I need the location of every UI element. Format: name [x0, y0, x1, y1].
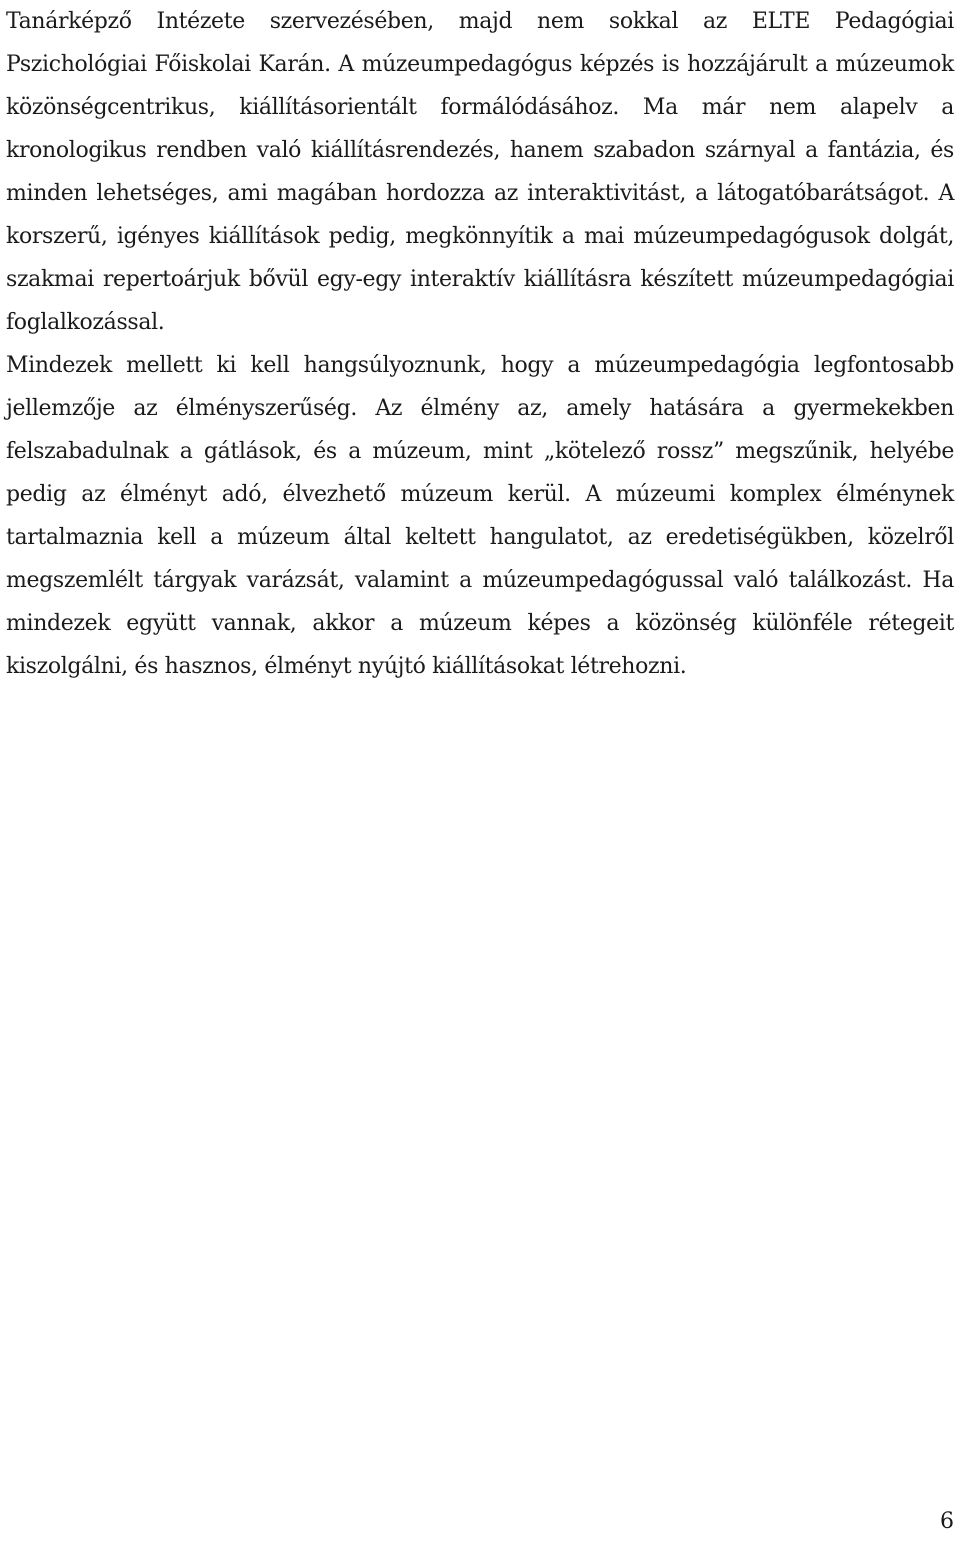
- body-text: [6, 0, 954, 688]
- paragraph: Mindezek mellett ki kell hangsúlyoznunk, hogy a múzeumpedagógia legfontosabb jellemzője az élményszerűség. Az élmény az, amely hatására a gyermekekben felszabadulnak a gátlások, és a múzeum, mint „kötelező rossz” megszűnik, helyébe pedig az élményt adó, élvezhető múzeum kerül. A múzeumi komplex élménynek tartalmaznia kell a múzeum által keltett hangulatot, az eredetiségükben, közelről megszemlélt tárgyak varázsát, valamint a múzeumpedagógussal való találkozást. Ha mindezek együtt vannak, akkor a múzeum képes a közönség különféle rétegeit kiszolgálni, és hasznos, élményt nyújtó kiállításokat létrehozni.: [6, 353, 954, 679]
- page-number: 6: [940, 1509, 954, 1534]
- paragraph: Tanárképző Intézete szervezésében, majd nem sokkal az ELTE Pedagógiai Pszichológiai Főiskolai Karán. A múzeumpedagógus képzés is hozzájárult a múzeumok közönségcentrikus, kiállításorientált formálódásához. Ma már nem alapelv a kronologikus rendben való kiállításrendezés, hanem szabadon szárnyal a fantázia, és minden lehetséges, ami magában hordozza az interaktivitást, a látogatóbarátságot. A korszerű, igényes kiállítások pedig, megkönnyítik a mai múzeumpedagógusok dolgát, szakmai repertoárjuk bővül egy-egy interaktív kiállításra készített múzeumpedagógiai foglalkozással.: [6, 9, 954, 335]
